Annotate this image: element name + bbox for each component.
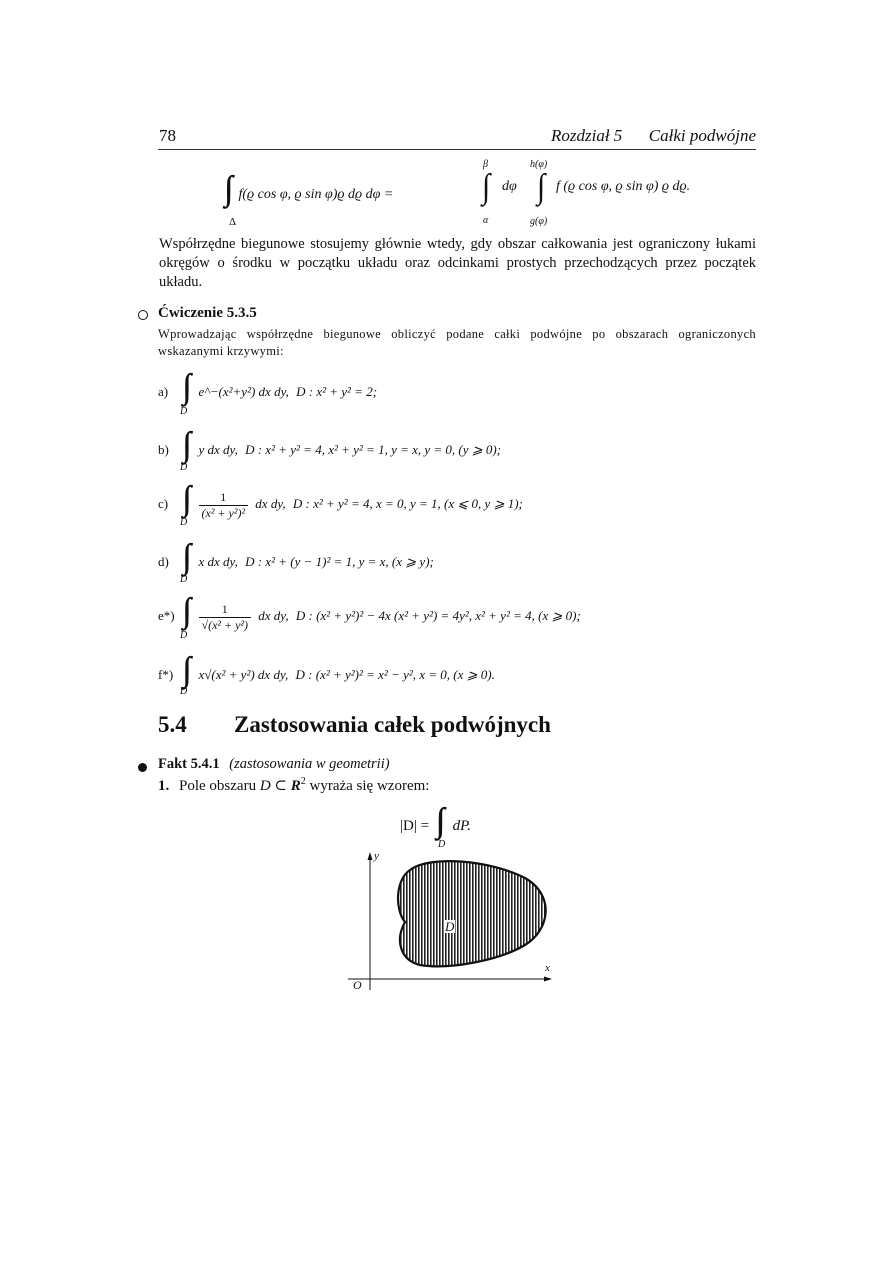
item-integrand: y dx dy, [198, 442, 238, 457]
item-integrand: dx dy, [258, 608, 289, 623]
item-domain: D : x² + (y − 1)² = 1, y = x, (x ⩾ y); [245, 554, 434, 569]
item-integrand: x√(x² + y²) dx dy, [198, 667, 289, 682]
item-label: b) [158, 442, 169, 457]
fact-subtitle: (zastosowania w geometrii) [229, 756, 390, 772]
region-label: D [180, 406, 188, 417]
fact-heading [158, 756, 390, 773]
region-label-figure: D [445, 919, 455, 934]
fraction-denominator: (x² + y²)² [201, 505, 246, 520]
header-rule [158, 149, 756, 150]
fact-item-text: Pole obszaru [179, 778, 257, 794]
polar-coordinates-formula [225, 172, 393, 206]
section-heading [158, 712, 551, 738]
running-header [551, 126, 756, 146]
region-label: D [180, 574, 188, 585]
region-label: D [180, 630, 188, 641]
intro-paragraph: Współrzędne biegunowe stosujemy głównie wtedy, gdy obszar całkowania jest ograniczony łukami okręgów o środku w początku układu oraz odcinkami prostych przechodzących przez początek układu. [159, 236, 756, 290]
exercise-item-f [158, 653, 495, 687]
item-label: d) [158, 554, 169, 569]
area-formula [400, 804, 471, 838]
fact-item-text-after: wyraża się wzorem: [305, 778, 430, 794]
y-axis-label: y [374, 850, 379, 862]
fact-item-R: R [290, 778, 301, 794]
chapter-label: Rozdział 5 [550, 126, 623, 145]
item-domain: D : x² + y² = 4, x = 0, y = 1, (x ⩽ 0, y ⩾ 1); [292, 496, 523, 511]
exercise-item-b [158, 428, 501, 462]
exercise-description: Wprowadzając współrzędne biegunowe obliczyć podane całki podwójne po obszarach ograniczonych wskazanymi krzywymi: [158, 327, 756, 358]
area-formula-lhs: |D| = [400, 818, 430, 834]
item-label: f*) [158, 667, 174, 682]
inner-lower-limit: g(φ) [530, 216, 548, 227]
outer-lower-limit: α [483, 215, 489, 226]
inner-upper-limit: h(φ) [530, 159, 548, 170]
item-domain: D : (x² + y²)² = x² − y², x = 0, (x ⩾ 0). [295, 667, 495, 682]
outer-upper-limit: β [483, 159, 488, 170]
x-axis-label: x [545, 962, 550, 974]
item-domain: D : x² + y² = 2; [296, 384, 378, 399]
formula-lhs: f(ϱ cos φ, ϱ sin φ)ϱ dϱ dφ = [238, 187, 394, 202]
region-label: D [180, 686, 188, 697]
item-label: e*) [158, 608, 175, 623]
exercise-item-d [158, 540, 434, 574]
fact-item-math: D ⊂ [259, 778, 291, 794]
item-label: a) [158, 384, 169, 399]
region-label: D [180, 517, 188, 528]
fact-item-1 [158, 776, 429, 795]
exercise-item-a [158, 370, 377, 404]
fact-item-sup: 2 [300, 776, 306, 787]
fraction-numerator: 1 [199, 490, 249, 506]
item-domain: D : (x² + y²)² − 4x (x² + y²) = 4y², x² + y² = 4, (x ⩾ 0); [295, 608, 581, 623]
item-integrand: dx dy, [255, 496, 286, 511]
section-title: Zastosowania całek podwójnych [234, 712, 551, 737]
item-integrand: x dx dy, [198, 554, 238, 569]
inner-integral-sign: ∫ [537, 167, 546, 206]
item-domain: D : x² + y² = 4, x² + y² = 1, y = x, y = 0, (y ⩾ 0); [245, 442, 502, 457]
inner-integrand: f (ϱ cos φ, ϱ sin φ) ϱ dϱ. [556, 179, 691, 194]
region-label: D [180, 462, 188, 473]
fact-marker-icon [138, 763, 147, 772]
origin-label: O [353, 978, 362, 992]
lhs-region-label: Δ [229, 216, 237, 228]
fact-item-number: 1. [158, 778, 170, 794]
item-integrand: e^−(x²+y²) dx dy, [198, 384, 289, 399]
exercise-marker-icon [138, 310, 148, 320]
outer-integrand: dφ [502, 179, 517, 194]
fraction-numerator: 1 [199, 602, 252, 618]
area-formula-region: D [438, 839, 446, 850]
exercise-item-e [158, 594, 581, 633]
fraction [199, 602, 252, 633]
item-label: c) [158, 496, 169, 511]
fraction-denominator: √(x² + y²) [201, 617, 249, 632]
chapter-title: Całki podwójne [648, 126, 756, 145]
exercise-title: Ćwiczenie 5.3.5 [158, 305, 257, 321]
outer-integral-sign: ∫ [482, 167, 491, 206]
page-number: 78 [159, 126, 176, 145]
fraction [199, 490, 249, 521]
exercise-item-c [158, 482, 523, 521]
fact-title: Fakt 5.4.1 [158, 756, 220, 772]
section-number: 5.4 [158, 712, 187, 737]
area-formula-rhs: dP. [452, 818, 472, 834]
